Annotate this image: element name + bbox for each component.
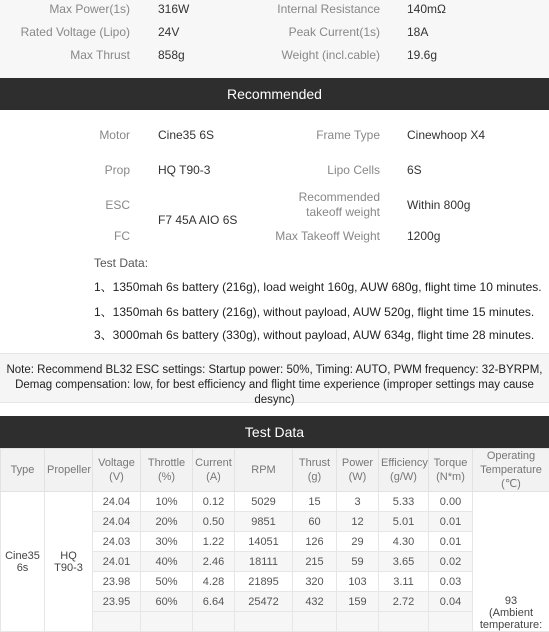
table-cell: 0.02 bbox=[429, 552, 473, 572]
table-cell: 24.01 bbox=[93, 552, 141, 572]
spec-row bbox=[0, 48, 549, 70]
spec-value: 140mΩ bbox=[407, 2, 446, 16]
table-cell: 25472 bbox=[235, 592, 293, 612]
escfc-value: F7 45A AIO 6S bbox=[158, 213, 237, 227]
table-cell: 14051 bbox=[235, 532, 293, 552]
table-cell bbox=[235, 612, 293, 632]
table-cell: 432 bbox=[293, 592, 337, 612]
recommended-section bbox=[0, 110, 549, 353]
table-cell bbox=[379, 612, 429, 632]
table-cell: 103 bbox=[337, 572, 379, 592]
spec-label: Max Thrust bbox=[70, 48, 130, 62]
table-cell: 40% bbox=[141, 552, 193, 572]
table-cell: 12 bbox=[337, 512, 379, 532]
table-cell bbox=[93, 612, 141, 632]
lipo-value: 6S bbox=[407, 163, 422, 177]
table-cell: 0.12 bbox=[193, 492, 235, 512]
takeoff-value: Within 800g bbox=[407, 198, 470, 212]
table-cell: 4.28 bbox=[193, 572, 235, 592]
test-line: 3、3000mah 6s battery (330g), without payload, AUW 634g, flight time 28 minutes. bbox=[94, 326, 534, 343]
prop-line: HQ bbox=[45, 550, 92, 562]
table-cell: 21895 bbox=[235, 572, 293, 592]
test-data-table bbox=[0, 448, 549, 632]
fc-label: FC bbox=[114, 229, 130, 243]
test-line: 1、1350mah 6s battery (216g), without payload, AUW 520g, flight time 15 minutes. bbox=[94, 303, 534, 320]
table-cell: 0.01 bbox=[429, 532, 473, 552]
temp-line: (Ambient bbox=[473, 607, 549, 619]
spec-label: Max Power(1s) bbox=[49, 2, 130, 16]
table-cell: 59 bbox=[337, 552, 379, 572]
spec-label: Weight (incl.cable) bbox=[282, 48, 380, 62]
temp-line: 93 bbox=[473, 595, 549, 607]
esc-settings-note bbox=[0, 353, 549, 403]
motor-value: Cine35 6S bbox=[158, 128, 214, 142]
table-cell: 0.50 bbox=[193, 512, 235, 532]
column-header: Voltage (V) bbox=[93, 449, 141, 492]
column-header: Type bbox=[1, 449, 45, 492]
column-header: Throttle (%) bbox=[141, 449, 193, 492]
spec-row bbox=[0, 2, 549, 24]
spec-value: 19.6g bbox=[407, 48, 437, 62]
test-data-header: Test Data bbox=[0, 416, 549, 448]
table-cell: 6.64 bbox=[193, 592, 235, 612]
table-cell: 320 bbox=[293, 572, 337, 592]
prop-label: Prop bbox=[105, 163, 130, 177]
spec-value: 18A bbox=[407, 25, 428, 39]
table-cell: 3.11 bbox=[379, 572, 429, 592]
table-cell: 1.22 bbox=[193, 532, 235, 552]
table-cell: 23.98 bbox=[93, 572, 141, 592]
table-cell: 29 bbox=[337, 532, 379, 552]
frame-value: Cinewhoop X4 bbox=[407, 128, 485, 142]
max-takeoff-value: 1200g bbox=[407, 229, 440, 243]
max-takeoff-label: Max Takeoff Weight bbox=[275, 229, 380, 243]
column-header: Propeller bbox=[45, 449, 93, 492]
takeoff-label-1: Recommended bbox=[299, 190, 380, 204]
table-header-row bbox=[1, 449, 549, 492]
spec-label: Rated Voltage (Lipo) bbox=[21, 25, 130, 39]
table-cell: 20% bbox=[141, 512, 193, 532]
spec-label: Internal Resistance bbox=[277, 2, 380, 16]
column-header: Power (W) bbox=[337, 449, 379, 492]
temperature-cell bbox=[473, 492, 549, 632]
column-header: Operating Temperature (℃) bbox=[473, 449, 549, 492]
table-cell: 126 bbox=[293, 532, 337, 552]
table-cell bbox=[337, 612, 379, 632]
column-header: Efficiency (g/W) bbox=[379, 449, 429, 492]
frame-label: Frame Type bbox=[316, 128, 380, 142]
table-cell: 215 bbox=[293, 552, 337, 572]
table-cell: 0.00 bbox=[429, 492, 473, 512]
table-cell: 4.30 bbox=[379, 532, 429, 552]
table-cell: 5029 bbox=[235, 492, 293, 512]
table-cell bbox=[429, 612, 473, 632]
table-cell: 24.04 bbox=[93, 512, 141, 532]
table-cell: 30% bbox=[141, 532, 193, 552]
column-header: Torque (N*m) bbox=[429, 449, 473, 492]
table-cell: 9851 bbox=[235, 512, 293, 532]
type-line: 6s bbox=[1, 562, 44, 574]
table-cell: 159 bbox=[337, 592, 379, 612]
table-cell: 5.01 bbox=[379, 512, 429, 532]
table-cell: 2.72 bbox=[379, 592, 429, 612]
lipo-label: Lipo Cells bbox=[327, 163, 380, 177]
motor-label: Motor bbox=[99, 128, 130, 142]
type-line: Cine35 bbox=[1, 550, 44, 562]
spec-summary bbox=[0, 0, 549, 78]
table-cell: 60 bbox=[293, 512, 337, 532]
table-cell: 60% bbox=[141, 592, 193, 612]
table-cell bbox=[141, 612, 193, 632]
takeoff-label-2: takeoff weight bbox=[306, 205, 380, 219]
table-cell: 18111 bbox=[235, 552, 293, 572]
spec-label: Peak Current(1s) bbox=[289, 25, 380, 39]
table-cell: 2.46 bbox=[193, 552, 235, 572]
table-cell: 3.65 bbox=[379, 552, 429, 572]
table-cell bbox=[293, 612, 337, 632]
recommended-header: Recommended bbox=[0, 78, 549, 110]
esc-label: ESC bbox=[105, 198, 130, 212]
test-data-label: Test Data: bbox=[94, 256, 148, 270]
table-row bbox=[1, 492, 549, 512]
table-cell: 3 bbox=[337, 492, 379, 512]
test-line: 1、1350mah 6s battery (216g), load weight 160g, AUW 680g, flight time 10 minutes. bbox=[94, 278, 542, 295]
table-cell bbox=[193, 612, 235, 632]
table-cell: 5.33 bbox=[379, 492, 429, 512]
temp-line: temperature: bbox=[473, 619, 549, 631]
table-cell: 24.04 bbox=[93, 492, 141, 512]
note-line: Note: Recommend BL32 ESC settings: Startup power: 50%, Timing: AUTO, PWM frequency: 32-BYRPM, bbox=[0, 363, 549, 378]
type-cell bbox=[1, 492, 45, 632]
spec-value: 316W bbox=[158, 2, 189, 16]
prop-value: HQ T90-3 bbox=[158, 163, 210, 177]
table-cell: 24.03 bbox=[93, 532, 141, 552]
table-cell: 0.04 bbox=[429, 592, 473, 612]
note-line: Demag compensation: low, for best efficiency and flight time experience (improper settings may cause desync) bbox=[0, 378, 549, 408]
spec-value: 24V bbox=[158, 25, 179, 39]
propeller-cell bbox=[45, 492, 93, 632]
spec-value: 858g bbox=[158, 48, 185, 62]
spec-row bbox=[0, 25, 549, 47]
column-header: RPM bbox=[235, 449, 293, 492]
table-cell: 15 bbox=[293, 492, 337, 512]
table-cell: 0.03 bbox=[429, 572, 473, 592]
table-cell: 10% bbox=[141, 492, 193, 512]
column-header: Current (A) bbox=[193, 449, 235, 492]
column-header: Thrust (g) bbox=[293, 449, 337, 492]
table-cell: 0.01 bbox=[429, 512, 473, 532]
prop-line: T90-3 bbox=[45, 562, 92, 574]
table-cell: 23.95 bbox=[93, 592, 141, 612]
table-cell: 50% bbox=[141, 572, 193, 592]
